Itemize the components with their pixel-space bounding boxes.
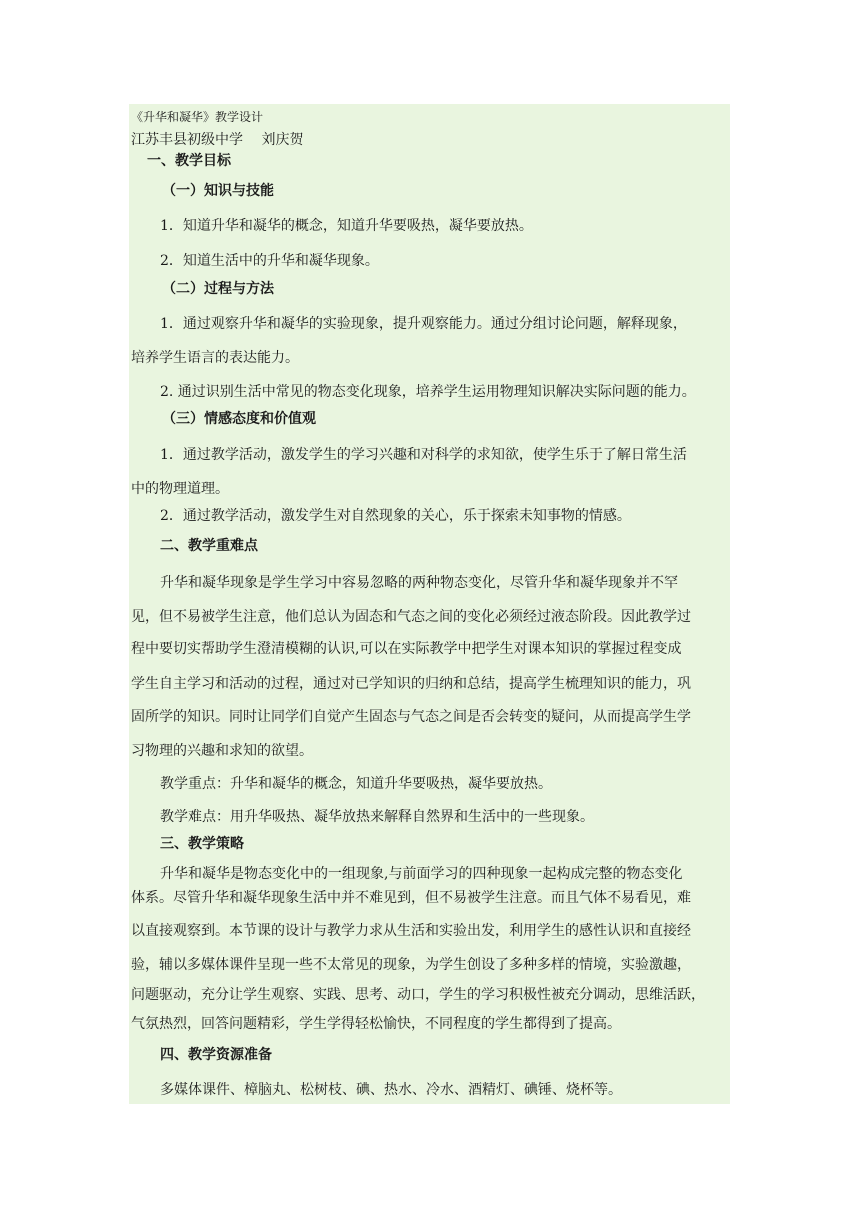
heading-2: 二、教学重难点 — [160, 538, 258, 554]
paragraph: 2．通过教学活动，激发学生对自然现象的关心，乐于探索未知事物的情感。 — [160, 508, 631, 524]
heading-1: 一、教学目标 — [147, 153, 231, 169]
paragraph: 升华和凝华是物态变化中的一组现象,与前面学习的四种现象一起构成完整的物态变化 — [160, 866, 683, 882]
paragraph: 学生自主学习和活动的过程，通过对已学知识的归纳和总结，提高学生梳理知识的能力，巩 — [131, 676, 691, 692]
paragraph: 验，辅以多媒体课件呈现一些不太常见的现象，为学生创设了多种多样的情境，实验激趣， — [131, 957, 691, 973]
paragraph: 2．知道生活中的升华和凝华现象。 — [160, 253, 379, 269]
paragraph: 1．知道升华和凝华的概念，知道升华要吸热，凝华要放热。 — [160, 218, 533, 234]
paragraph: 气氛热烈，回答问题精彩，学生学得轻松愉快，不同程度的学生都得到了提高。 — [131, 1016, 621, 1032]
paragraph: 中的物理道理。 — [131, 481, 229, 497]
subheading-1-3: （三）情感态度和价值观 — [162, 411, 316, 427]
paragraph: 问题驱动，充分让学生观察、实践、思考、动口，学生的学习积极性被充分调动，思维活跃， — [131, 987, 705, 1003]
paragraph: 习物理的兴趣和求知的欲望。 — [131, 743, 313, 759]
paragraph: 以直接观察到。本节课的设计与教学力求从生活和实验出发，利用学生的感性认识和直接经 — [131, 923, 691, 939]
subheading-1-1: （一）知识与技能 — [162, 183, 274, 199]
paragraph: 多媒体课件、樟脑丸、松树枝、碘、热水、冷水、酒精灯、碘锤、烧杯等。 — [160, 1082, 622, 1098]
paragraph: 培养学生语言的表达能力。 — [131, 350, 299, 366]
paragraph: 1．通过教学活动，激发学生的学习兴趣和对科学的求知欲，使学生乐于了解日常生活 — [160, 447, 687, 463]
paragraph: 固所学的知识。同时让同学们自觉产生固态与气态之间是否会转变的疑问，从而提高学生学 — [131, 709, 691, 725]
heading-4: 四、教学资源准备 — [160, 1047, 272, 1063]
paragraph: 1．通过观察升华和凝华的实验现象，提升观察能力。通过分组讨论问题，解释现象， — [160, 316, 687, 332]
paragraph: 见，但不易被学生注意，他们总认为固态和气态之间的变化必须经过液态阶段。因此教学过 — [131, 609, 691, 625]
paragraph: 教学重点：升华和凝华的概念，知道升华要吸热，凝华要放热。 — [160, 776, 552, 792]
paragraph: 2. 通过识别生活中常见的物态变化现象，培养学生运用物理知识解决实际问题的能力。 — [160, 384, 696, 400]
subheading-1-2: （二）过程与方法 — [162, 281, 274, 297]
doc-title: 《升华和凝华》教学设计 — [131, 110, 264, 124]
paragraph: 体系。尽管升华和凝华现象生活中并不难见到，但不易被学生注意。而且气体不易看见，难 — [131, 890, 691, 906]
heading-3: 三、教学策略 — [160, 836, 244, 852]
paragraph: 教学难点：用升华吸热、凝华放热来解释自然界和生活中的一些现象。 — [160, 809, 594, 825]
doc-author: 江苏丰县初级中学 刘庆贺 — [131, 132, 304, 148]
paragraph: 程中要切实帮助学生澄清模糊的认识,可以在实际教学中把学生对课本知识的掌握过程变成 — [131, 641, 682, 657]
paragraph: 升华和凝华现象是学生学习中容易忽略的两种物态变化，尽管升华和凝华现象并不罕 — [160, 575, 678, 591]
